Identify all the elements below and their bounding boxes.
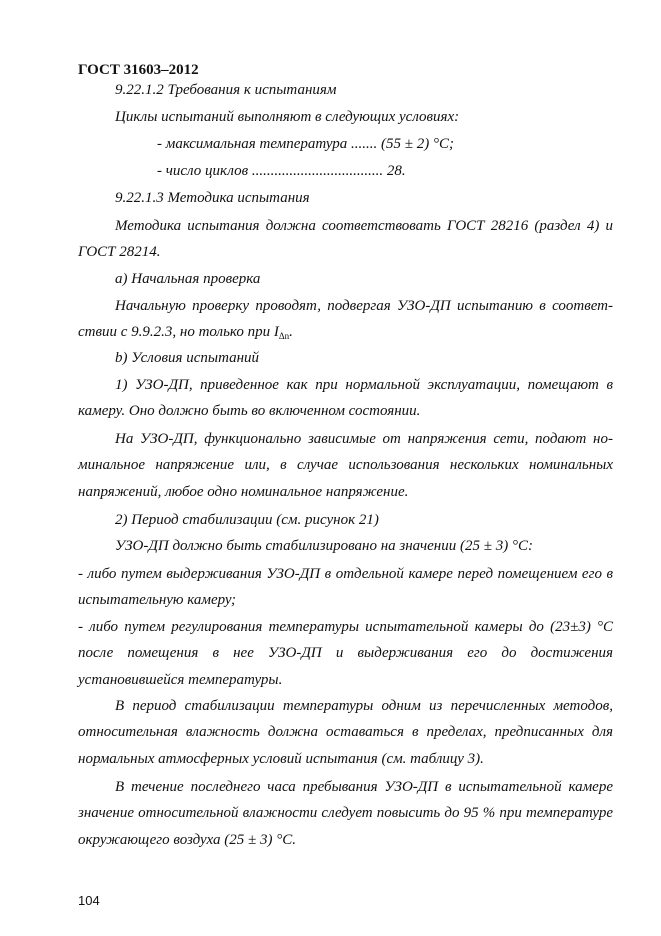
page-number: 104 bbox=[78, 893, 100, 908]
placement-paragraph: 1) УЗО-ДП, приведенное как при нормальной эксплуатации, помещают в камеру. Оно должно быть во включенном состоянии. bbox=[78, 377, 613, 420]
initial-check-end: . bbox=[289, 324, 293, 341]
document-header: ГОСТ 31603–2012 bbox=[78, 62, 199, 78]
test-conditions-heading: b) Условия испытаний bbox=[115, 350, 260, 366]
initial-check-paragraph bbox=[78, 293, 613, 350]
initial-check-heading: а) Начальная проверка bbox=[115, 271, 261, 287]
cycles-conditions-text: Циклы испытаний выполняют в следующих условиях: bbox=[115, 109, 460, 125]
stabilization-option-1: - либо путем выдерживания УЗО-ДП в отдельной камере перед помещением его в испытательную камеру; bbox=[78, 566, 613, 609]
stabilization-value-text: УЗО-ДП должно быть стабилизировано на значении (25 ± 3) °С: bbox=[115, 538, 533, 554]
stabilization-period-heading: 2) Период стабилизации (см. рисунок 21) bbox=[115, 512, 379, 528]
initial-check-text: Начальную проверку проводят, подвергая УЗО-ДП испытанию в соответствии с 9.9.2.3, но только при I bbox=[78, 298, 613, 341]
cycle-count-item: - число циклов ................................... 28. bbox=[157, 163, 406, 179]
delta-n-subscript: Δn bbox=[278, 331, 290, 342]
section-9-22-1-2-heading: 9.22.1.2 Требования к испытаниям bbox=[115, 82, 337, 98]
humidity-paragraph: В период стабилизации температуры одним из перечисленных методов, относительная влажность должна оставаться в пределах, предписанных для нормальных атмосферных условий испытания (см. таблицу 3). bbox=[78, 698, 613, 767]
stabilization-option-2: - либо путем регулирования температуры испытательной камеры до (23±3) °С после помещения в нее УЗО-ДП и выдерживания его до достижения установившейся температуры. bbox=[78, 619, 613, 688]
max-temperature-item: - максимальная температура ....... (55 ± 2) °С; bbox=[157, 136, 455, 152]
method-paragraph: Методика испытания должна соответствовать ГОСТ 28216 (раздел 4) и ГОСТ 28214. bbox=[78, 218, 613, 261]
last-hour-paragraph: В течение последнего часа пребывания УЗО-ДП в испытательной камере значение относительной влажности следует повысить до 95 % при температуре окружающего воздуха (25 ± 3) °С. bbox=[78, 779, 613, 848]
supply-voltage-paragraph: На УЗО-ДП, функционально зависимые от напряжения сети, подают номинальное напряжение или, в случае использования нескольких номинальных напряжений, любое одно номинальное напряжение. bbox=[78, 431, 613, 500]
section-9-22-1-3-heading: 9.22.1.3 Методика испытания bbox=[115, 190, 310, 206]
